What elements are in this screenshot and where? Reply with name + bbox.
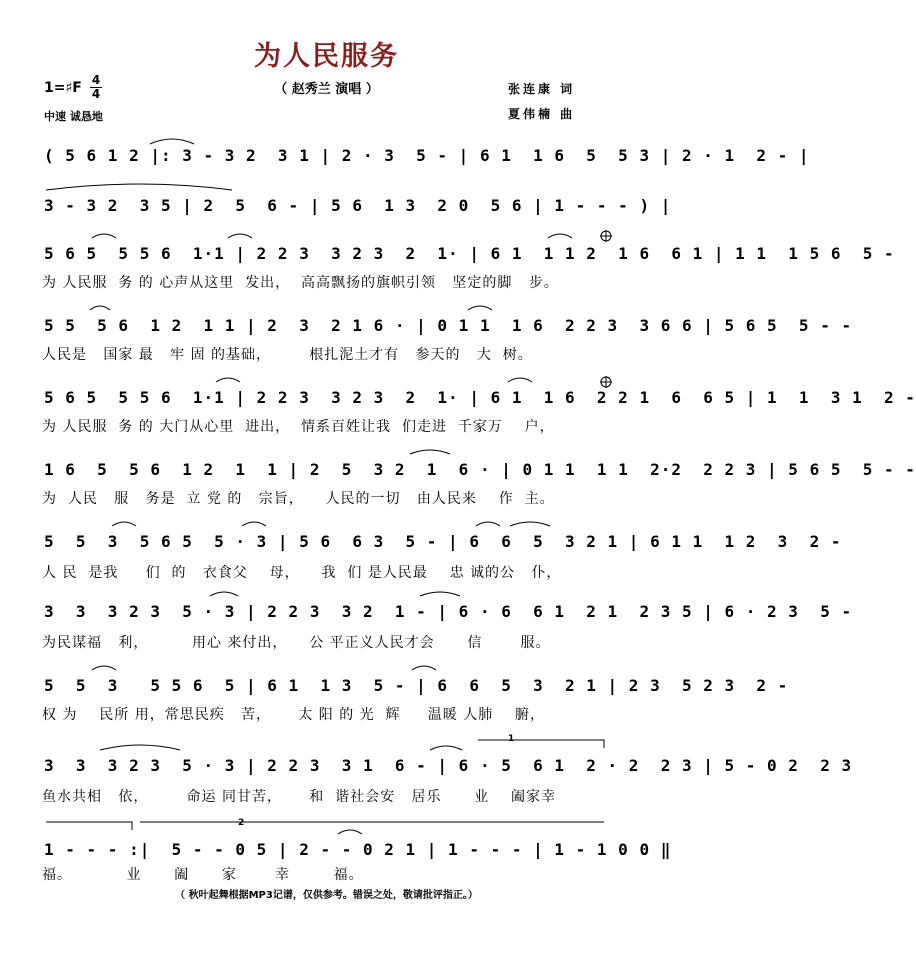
notes-line: 3 - 3 2 3 5 | 2 5 6 - | 5 6 1 3 2 0 5 6 | 1 - - - ) | bbox=[44, 196, 672, 215]
notes-line: 5 5 3 5 5 6 5 | 6 1 1 3 5 - | 6 6 5 3 2 1 | 2 3 5 2 3 2 - bbox=[44, 676, 789, 695]
time-signature bbox=[90, 74, 102, 101]
composer-credit: 夏伟楠 曲 bbox=[508, 107, 576, 121]
tempo-marking: 中速 诚恳地 bbox=[44, 110, 103, 123]
meter-bottom: 4 bbox=[91, 87, 101, 101]
lyrics-line: 权 为 民所 用，常思民疾 苦， 太 阳 的 光 辉 温暖 人肺 腑， bbox=[42, 707, 546, 723]
notes-line: 3 3 3 2 3 5 · 3 | 2 2 3 3 2 1 - | 6 · 6 6 1 2 1 2 3 5 | 6 · 2 3 5 - bbox=[44, 602, 853, 621]
singer-credit: （ 赵秀兰 演唱 ） bbox=[274, 82, 379, 97]
first-ending-marker: 1 bbox=[508, 734, 515, 744]
lyrics-line: 人民是 国家 最 牢 固 的基础， 根扎泥土才有 参天的 大 树。 bbox=[42, 347, 533, 363]
key-signature: 1=♯F bbox=[44, 80, 82, 96]
first-ending-bracket bbox=[478, 740, 604, 748]
lyrics-line: 鱼水共相 依， 命运 同甘苦， 和 谐社会安 居乐 业 阖家幸 bbox=[42, 789, 556, 805]
second-ending-marker: 2 bbox=[238, 818, 245, 828]
first-ending-end bbox=[46, 822, 132, 830]
meter-top: 4 bbox=[91, 73, 101, 87]
lyrics-line: 为民谋福 利， 用心 来付出， 公 平正义人民才会 信 服。 bbox=[42, 635, 551, 651]
footnote: （ 秋叶起舞根据MP3记谱，仅供参考。错误之处，敬请批评指正。） bbox=[175, 890, 478, 901]
lyrics-line: 为 人民服 务 的 大门从心里 进出， 情系百姓让我 们走进 千家万 户， bbox=[42, 419, 555, 435]
lyrics-line: 为 人民服 务 的 心声从这里 发出， 高高飘扬的旗帜引领 坚定的脚 步。 bbox=[42, 275, 559, 291]
notes-line: 5 6 5 5 5 6 1·1 | 2 2 3 3 2 3 2 1· | 6 1 1 6 2 2 1 6 6 5 | 1 1 3 1 2 - bbox=[44, 388, 916, 407]
notes-line: 5 6 5 5 5 6 1·1 | 2 2 3 3 2 3 2 1· | 6 1 1 1 2 1 6 6 1 | 1 1 1 5 6 5 - bbox=[44, 244, 895, 263]
notes-line: ( 5 6 1 2 |: 3 - 3 2 3 1 | 2 · 3 5 - | 6 1 1 6 5 5 3 | 2 · 1 2 - | bbox=[44, 146, 810, 165]
page-title: 为人民服务 bbox=[254, 41, 399, 72]
lyricist-credit: 张连康 词 bbox=[508, 82, 576, 96]
lyrics-line: 福。 业 阖 家 幸 福。 bbox=[42, 867, 364, 883]
notes-line: 5 5 5 6 1 2 1 1 | 2 3 2 1 6 · | 0 1 1 1 6 2 2 3 3 6 6 | 5 6 5 5 - - bbox=[44, 316, 853, 335]
notes-line: 5 5 3 5 6 5 5 · 3 | 5 6 6 3 5 - | 6 6 5 3 2 1 | 6 1 1 1 2 3 2 - bbox=[44, 532, 842, 551]
notes-line: 1 6 5 5 6 1 2 1 1 | 2 5 3 2 1 6 · | 0 1 1 1 1 2·2 2 2 3 | 5 6 5 5 - - bbox=[44, 460, 916, 479]
notes-line: 3 3 3 2 3 5 · 3 | 2 2 3 3 1 6 - | 6 · 5 6 1 2 · 2 2 3 | 5 - 0 2 2 3 bbox=[44, 756, 853, 775]
lyrics-line: 为 人民 服 务是 立 党 的 宗旨， 人民的一切 由人民来 作 主。 bbox=[42, 491, 555, 507]
lyrics-line: 人 民 是我 们 的 衣食父 母， 我 们 是人民最 忠 诚的公 仆， bbox=[42, 565, 562, 581]
notes-line: 1 - - - :| 5 - - 0 5 | 2 - - 0 2 1 | 1 - - - | 1 - 1 0 0 ‖ bbox=[44, 840, 672, 859]
